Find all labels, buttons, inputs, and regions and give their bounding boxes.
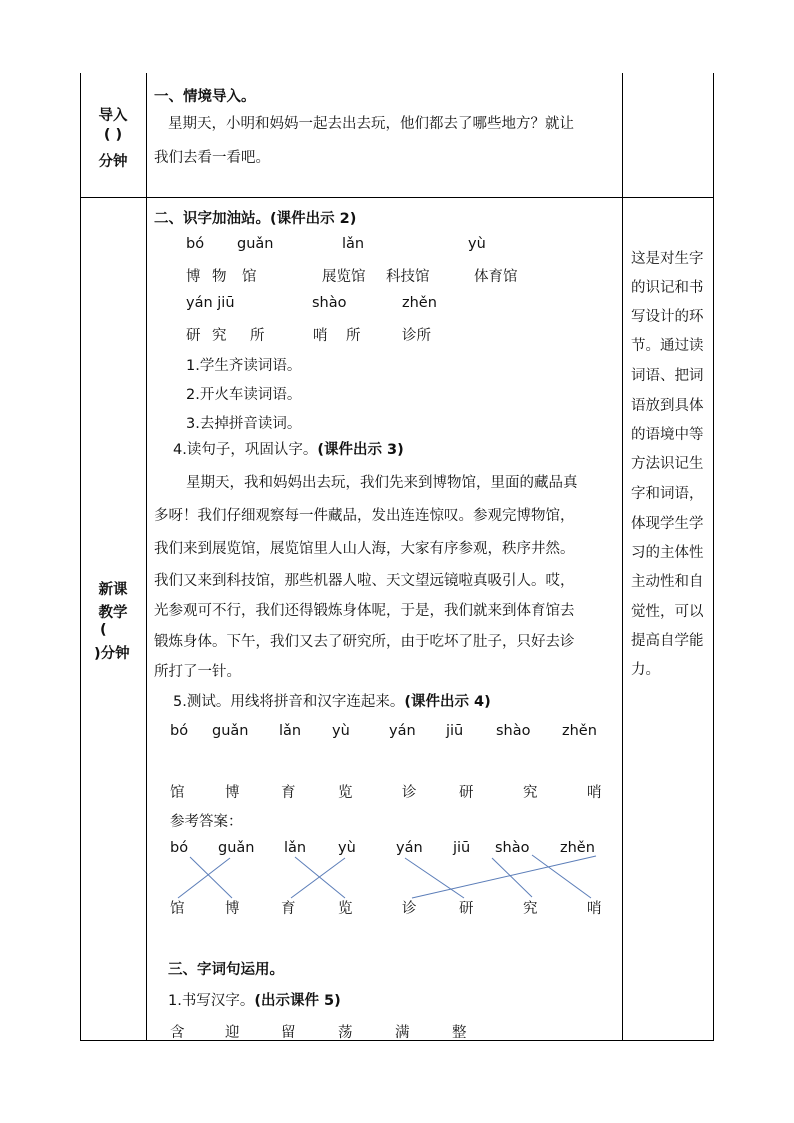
note-line-6: 语放到具体 [631, 398, 704, 414]
step-4-text: 4.读句子，巩固认字。 [173, 442, 318, 458]
answer-pinyin-yan: yán [396, 840, 423, 856]
step-3: 3.去掉拼音读词。 [186, 416, 302, 432]
answer-char-yu: 育 [281, 901, 296, 917]
vocab-pinyin-guan: guǎn [237, 236, 274, 252]
answer-pinyin-shao: shào [495, 840, 530, 856]
note-line-11: 习的主体性 [631, 545, 704, 561]
step-2: 2.开火车读词语。 [186, 387, 302, 403]
section2-heading-ref: (课件出示 2) [270, 211, 357, 227]
passage-line-4: 我们又来到科技馆，那些机器人啦、天文望远镜啦真吸引人。哎， [154, 573, 575, 589]
write-char-dang: 荡 [338, 1025, 353, 1041]
step-1: 1.学生齐读词语。 [186, 358, 302, 374]
answer-line-shao [532, 855, 591, 898]
answer-pinyin-lan: lǎn [284, 840, 307, 856]
test-pinyin-jiu: jiū [446, 723, 464, 739]
test-pinyin-zhen: zhěn [562, 723, 597, 739]
step-5-text: 5.测试。用线将拼音和汉字连起来。 [173, 694, 405, 710]
step-4-ref: (课件出示 3) [317, 442, 404, 458]
answer-char-jiu: 究 [523, 901, 538, 917]
answer-line-guan [178, 858, 230, 898]
passage-line-1: 星期天，我和妈妈出去玩，我们先来到博物馆，里面的藏品真 [186, 475, 578, 491]
note-line-13: 觉性，可以 [631, 604, 704, 620]
note-line-8: 方法识记生 [631, 456, 704, 472]
passage-line-5: 光参观可不行，我们还得锻炼身体呢，于是，我们就来到体育馆去 [154, 603, 575, 619]
answer-char-zhen: 诊 [402, 901, 417, 917]
write-char-han: 含 [170, 1025, 185, 1041]
answer-char-shao: 哨 [587, 901, 602, 917]
test-char-bo: 博 [225, 785, 240, 801]
vocab-word-bo: 博 [186, 269, 201, 285]
note-line-14: 提高自学能 [631, 633, 704, 649]
note-line-12: 主动性和自 [631, 574, 704, 590]
note-line-5: 词语、把词 [631, 368, 704, 384]
answer-line-zhen [412, 856, 596, 898]
passage-line-6: 锻炼身体。下午，我们又去了研究所，由于吃坏了肚子，只好去诊 [154, 634, 575, 650]
vocab-pinyin-lan: lǎn [342, 236, 365, 252]
passage-line-7: 所打了一针。 [154, 664, 241, 680]
test-char-lan: 览 [338, 785, 353, 801]
vocab-word-suo: 所 [250, 328, 265, 344]
row1-heading: 一、情境导入。 [154, 89, 256, 105]
test-pinyin-yu: yù [332, 723, 350, 739]
vocab-word-yan: 研 [186, 328, 201, 344]
row2-label-line3: ( [100, 622, 107, 638]
answer-line-jiu [492, 858, 532, 897]
sub-step-1-ref: (出示课件 5) [254, 993, 341, 1009]
test-pinyin-yan: yán [389, 723, 416, 739]
write-char-man: 满 [395, 1025, 410, 1041]
test-pinyin-bo: bó [170, 723, 189, 739]
write-char-ying: 迎 [225, 1025, 240, 1041]
section2-heading-text: 二、识字加油站。 [154, 211, 270, 227]
answer-line-yan [405, 858, 464, 898]
answer-pinyin-bo: bó [170, 840, 189, 856]
vocab-word-tiyuguan: 体育馆 [474, 269, 518, 285]
vocab-word-jiu: 究 [212, 328, 227, 344]
sub-step-1 [168, 989, 341, 1010]
step-5-ref: (课件出示 4) [404, 694, 491, 710]
note-line-4: 节。通过读 [631, 338, 704, 354]
row1-text-line1: 星期天，小明和妈妈一起去出去玩，他们都去了哪些地方？就让 [168, 116, 574, 132]
answer-pinyin-guan: guǎn [218, 840, 255, 856]
vocab-word-kejiguan: 科技馆 [386, 269, 430, 285]
vocab-pinyin-zhen: zhěn [402, 295, 437, 311]
vocab-word-guan: 馆 [242, 269, 257, 285]
test-char-yan: 研 [459, 785, 474, 801]
vocab-pinyin-shao: shào [312, 295, 347, 311]
row2-label-line2: 教学 [98, 605, 128, 621]
test-char-guan: 馆 [170, 785, 185, 801]
answer-line-bo [190, 857, 232, 898]
answer-pinyin-zhen: zhěn [560, 840, 595, 856]
vocab-pinyin-yu: yù [468, 236, 486, 252]
row1-text-line2: 我们去看一看吧。 [154, 150, 270, 166]
note-line-1: 这是对生字 [631, 251, 704, 267]
answer-char-lan: 览 [338, 901, 353, 917]
vocab-word-wu: 物 [212, 269, 227, 285]
vocab-word-shao: 哨 [313, 328, 328, 344]
row2-label-line4: )分钟 [94, 646, 130, 662]
note-line-3: 写设计的环 [631, 309, 704, 325]
write-char-liu: 留 [281, 1025, 296, 1041]
section3-heading: 三、字词句运用。 [168, 962, 284, 978]
test-pinyin-lan: lǎn [279, 723, 302, 739]
answer-char-yan: 研 [459, 901, 474, 917]
write-char-zheng: 整 [452, 1025, 467, 1041]
answer-char-bo: 博 [225, 901, 240, 917]
passage-line-3: 我们来到展览馆，展览馆里人山人海，大家有序参观，秩序井然。 [154, 541, 575, 557]
answer-pinyin-jiu: jiū [453, 840, 471, 856]
test-char-jiu: 究 [523, 785, 538, 801]
vocab-pinyin-yanjiu: yán jiū [186, 295, 235, 311]
row1-label-line1: 导入 [98, 108, 128, 124]
note-line-2: 的识记和书 [631, 280, 704, 296]
vocab-word-zhanlanguan: 展览馆 [322, 269, 366, 285]
answer-pinyin-yu: yù [338, 840, 356, 856]
passage-line-2: 多呀！我们仔细观察每一件藏品，发出连连惊叹。参观完博物馆， [154, 508, 575, 524]
answer-char-guan: 馆 [170, 901, 185, 917]
note-line-10: 体现学生学 [631, 516, 704, 532]
vocab-word-zhensuo: 诊所 [402, 328, 431, 344]
test-char-yu: 育 [281, 785, 296, 801]
sub-step-1-text: 1.书写汉字。 [168, 993, 255, 1009]
test-pinyin-guan: guǎn [212, 723, 249, 739]
row1-label-line3: 分钟 [98, 154, 128, 170]
test-char-shao: 哨 [587, 785, 602, 801]
test-char-zhen: 诊 [402, 785, 417, 801]
row1-label-line2: ( ) [103, 127, 123, 143]
note-line-9: 字和词语， [631, 486, 704, 502]
vocab-pinyin-bo: bó [186, 236, 205, 252]
answer-label: 参考答案： [170, 814, 243, 830]
row2-label-line1: 新课 [98, 582, 128, 598]
note-line-7: 的语境中等 [631, 427, 704, 443]
note-line-15: 力。 [631, 662, 660, 678]
test-pinyin-shao: shào [496, 723, 531, 739]
vocab-word-suo2: 所 [346, 328, 361, 344]
